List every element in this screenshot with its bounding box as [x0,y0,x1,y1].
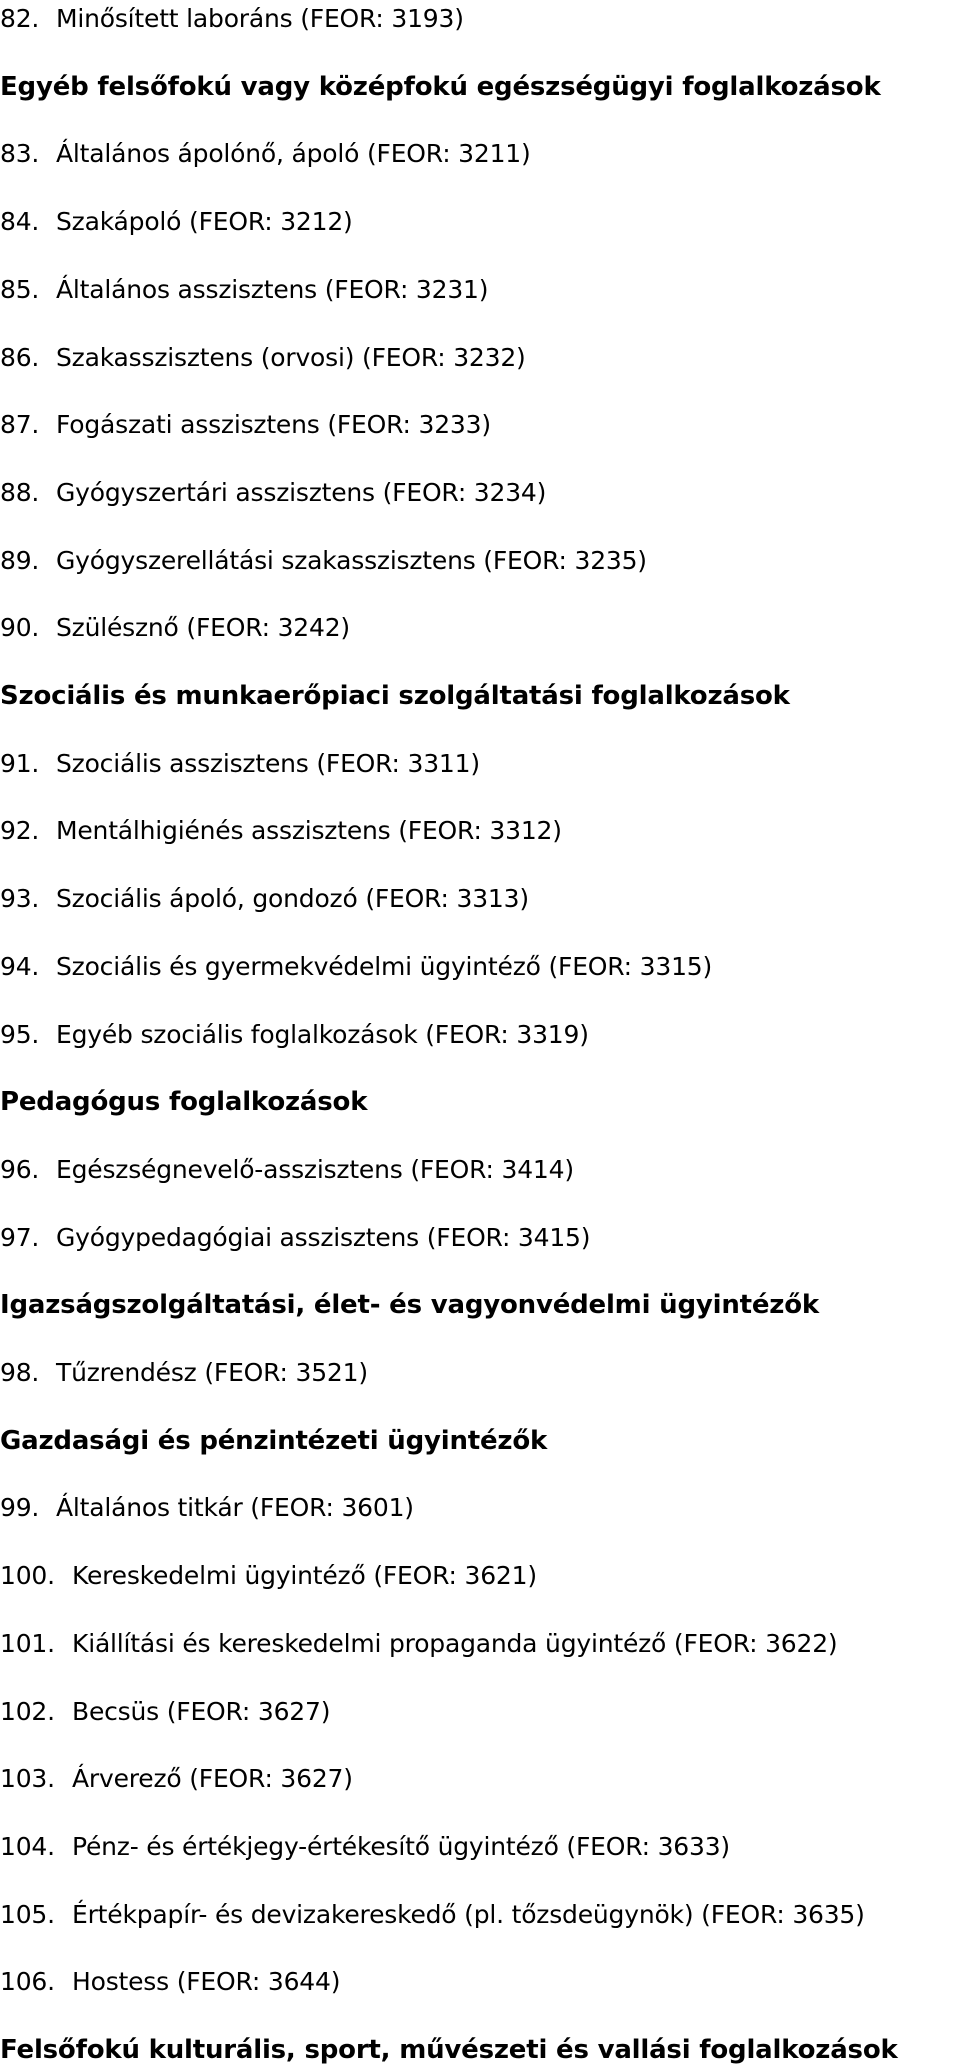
section-heading: Gazdasági és pénzintézeti ügyintézők [0,1425,548,1456]
list-item-text: Egyéb szociális foglalkozások (FEOR: 3319) [56,1019,589,1049]
list-item [0,207,353,237]
list-item-text: Szociális asszisztens (FEOR: 3311) [56,748,480,778]
section-heading: Felsőfokú kulturális, sport, művészeti és vallási foglalkozások [0,2035,898,2065]
list-item-number: 106. [0,1967,55,1997]
list-item-text: Becsüs (FEOR: 3627) [72,1696,331,1726]
list-item-number: 97. [0,1222,40,1252]
list-item-text: Gyógyszertári asszisztens (FEOR: 3234) [56,477,547,507]
list-item-text: Mentálhigiénés asszisztens (FEOR: 3312) [56,816,562,846]
list-item-text: Tűzrendész (FEOR: 3521) [56,1358,368,1387]
list-item [0,545,647,575]
list-item-text: Általános asszisztens (FEOR: 3231) [56,274,489,304]
list-item-number: 85. [0,274,40,304]
section-heading: Szociális és munkaerőpiaci szolgáltatási foglalkozások [0,681,790,711]
list-item-number: 98. [0,1358,40,1387]
list-item [0,410,491,440]
list-item [0,1360,368,1385]
list-item [0,1561,537,1591]
list-item-text: Kereskedelmi ügyintéző (FEOR: 3621) [72,1561,537,1591]
list-item-number: 86. [0,342,40,372]
list-item-number: 94. [0,951,40,981]
list-item-number: 101. [0,1628,55,1658]
list-item-number: 90. [0,613,40,643]
list-item-number: 91. [0,748,40,778]
list-item-text: Szülésznő (FEOR: 3242) [56,613,350,643]
list-item-text: Gyógypedagógiai asszisztens (FEOR: 3415) [56,1222,591,1252]
list-item-number: 83. [0,139,40,169]
list-item [0,1222,591,1252]
list-item-text: Egészségnevelő-asszisztens (FEOR: 3414) [56,1154,574,1184]
list-item [0,274,489,304]
list-item [0,1154,574,1184]
list-item-number: 102. [0,1696,55,1726]
list-item [0,748,480,778]
list-item-text: Szakápoló (FEOR: 3212) [56,207,353,237]
list-item-number: 93. [0,884,40,914]
section-heading: Pedagógus foglalkozások [0,1087,368,1118]
list-item-text: Gyógyszerellátási szakasszisztens (FEOR: 3235) [56,545,647,575]
list-item [0,342,526,372]
list-item-number: 96. [0,1154,40,1184]
list-item-text: Minősített laboráns (FEOR: 3193) [56,4,464,33]
list-item-number: 103. [0,1764,55,1794]
list-item [0,1899,865,1929]
list-item-text: Árverező (FEOR: 3627) [72,1764,353,1794]
list-item [0,1628,838,1658]
list-item-number: 89. [0,545,40,575]
list-item-number: 92. [0,816,40,846]
list-item [0,884,529,914]
list-item [0,6,464,31]
list-item [0,477,547,507]
list-item-text: Pénz- és értékjegy-értékesítő ügyintéző (FEOR: 3633) [72,1831,730,1861]
list-item-number: 87. [0,410,40,440]
list-item-text: Hostess (FEOR: 3644) [72,1967,341,1997]
list-item-text: Szociális ápoló, gondozó (FEOR: 3313) [56,884,529,914]
list-item-number: 82. [0,4,40,33]
list-item-text: Kiállítási és kereskedelmi propaganda ügyintéző (FEOR: 3622) [72,1628,838,1658]
list-item-text: Értékpapír- és devizakereskedő (pl. tőzsdeügynök) (FEOR: 3635) [72,1899,865,1929]
list-item [0,1831,730,1861]
list-item-number: 84. [0,207,40,237]
list-item-number: 88. [0,477,40,507]
list-item-number: 105. [0,1899,55,1929]
list-item-number: 100. [0,1561,55,1591]
list-item-number: 99. [0,1493,40,1523]
list-item-text: Fogászati asszisztens (FEOR: 3233) [56,410,491,440]
list-item [0,613,350,643]
list-item-text: Általános titkár (FEOR: 3601) [56,1493,414,1523]
list-item [0,1019,589,1049]
list-item [0,1696,331,1726]
list-item [0,816,562,846]
list-item-text: Szakasszisztens (orvosi) (FEOR: 3232) [56,342,526,372]
list-item-text: Szociális és gyermekvédelmi ügyintéző (FEOR: 3315) [56,951,713,981]
section-heading: Egyéb felsőfokú vagy középfokú egészségügyi foglalkozások [0,71,881,102]
list-item [0,1764,353,1794]
list-item-number: 104. [0,1831,55,1861]
list-item [0,139,531,169]
list-item [0,1967,341,1997]
list-item-number: 95. [0,1019,40,1049]
section-heading: Igazságszolgáltatási, élet- és vagyonvédelmi ügyintézők [0,1290,819,1321]
list-item-text: Általános ápolónő, ápoló (FEOR: 3211) [56,139,531,169]
list-item [0,1493,414,1523]
list-item [0,951,713,981]
